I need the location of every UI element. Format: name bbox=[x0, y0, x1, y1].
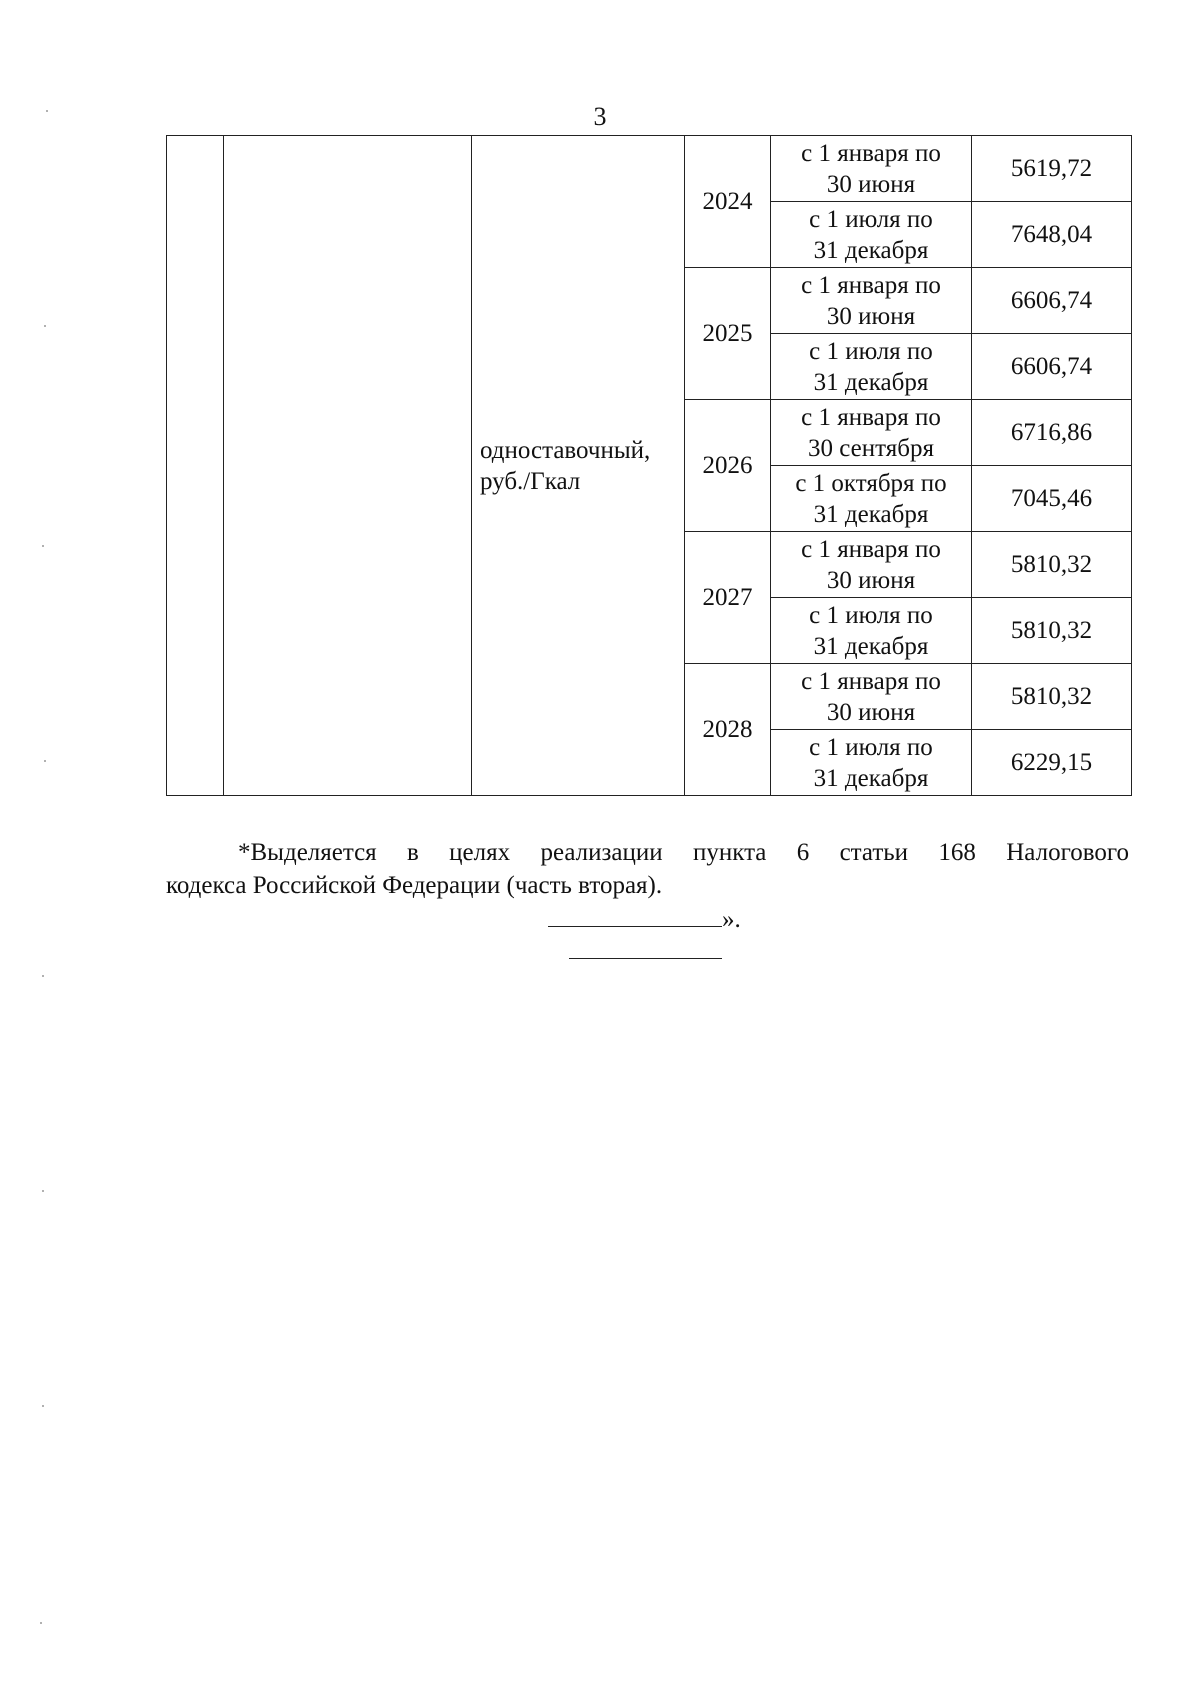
period-line2: 31 декабря bbox=[813, 764, 929, 792]
tariff-value: 6606,74 bbox=[972, 268, 1132, 334]
scan-speck bbox=[42, 1405, 44, 1407]
unit-label-line2: руб./Гкал bbox=[480, 467, 581, 495]
period-cell bbox=[771, 136, 972, 202]
scan-speck bbox=[40, 1622, 42, 1624]
tariff-value: 5619,72 bbox=[972, 136, 1132, 202]
period-line1: с 1 октября по bbox=[795, 469, 947, 497]
period-line1: с 1 января по bbox=[801, 403, 941, 431]
closing-rule bbox=[548, 904, 722, 927]
period-line1: с 1 июля по bbox=[809, 205, 933, 233]
period-line2: 30 июня bbox=[826, 302, 916, 330]
tariff-value: 5810,32 bbox=[972, 532, 1132, 598]
scan-speck bbox=[44, 325, 46, 327]
period-cell bbox=[771, 400, 972, 466]
period-line1: с 1 января по bbox=[801, 667, 941, 695]
footnote-line1: *Выделяется в целях реализации пункта 6 статьи 168 Налогового bbox=[238, 839, 1129, 866]
scan-speck bbox=[42, 975, 44, 977]
period-line1: с 1 января по bbox=[801, 139, 941, 167]
tariff-value: 6716,86 bbox=[972, 400, 1132, 466]
tariff-value: 6606,74 bbox=[972, 334, 1132, 400]
period-line2: 31 декабря bbox=[813, 500, 929, 528]
empty-name-cell bbox=[224, 136, 472, 796]
tariff-value: 7045,46 bbox=[972, 466, 1132, 532]
scan-speck bbox=[44, 760, 46, 762]
period-cell bbox=[771, 268, 972, 334]
period-line2: 31 декабря bbox=[813, 236, 929, 264]
scan-speck bbox=[42, 1190, 44, 1192]
year-cell: 2028 bbox=[685, 664, 771, 796]
end-rule bbox=[569, 958, 722, 959]
footnote bbox=[166, 836, 1129, 902]
period-line2: 31 декабря bbox=[813, 368, 929, 396]
scan-speck bbox=[42, 545, 44, 547]
unit-cell bbox=[472, 136, 685, 796]
period-cell bbox=[771, 202, 972, 268]
period-cell bbox=[771, 532, 972, 598]
period-cell bbox=[771, 598, 972, 664]
period-line2: 31 декабря bbox=[813, 632, 929, 660]
period-line2: 30 сентября bbox=[808, 434, 934, 462]
period-cell bbox=[771, 334, 972, 400]
period-line2: 30 июня bbox=[826, 566, 916, 594]
tariff-value: 6229,15 bbox=[972, 730, 1132, 796]
year-cell: 2026 bbox=[685, 400, 771, 532]
page-number: 3 bbox=[593, 102, 607, 131]
table-row bbox=[167, 136, 1132, 202]
period-line2: 30 июня bbox=[826, 170, 916, 198]
tariff-table-body bbox=[167, 136, 1132, 796]
tariff-value: 7648,04 bbox=[972, 202, 1132, 268]
period-line2: 30 июня bbox=[826, 698, 916, 726]
closing-quote: ». bbox=[722, 906, 741, 933]
year-cell: 2027 bbox=[685, 532, 771, 664]
tariff-value: 5810,32 bbox=[972, 598, 1132, 664]
period-line1: с 1 января по bbox=[801, 271, 941, 299]
closing-line bbox=[548, 904, 741, 935]
scan-speck bbox=[46, 110, 48, 112]
year-cell: 2024 bbox=[685, 136, 771, 268]
tariff-value: 5810,32 bbox=[972, 664, 1132, 730]
year-cell: 2025 bbox=[685, 268, 771, 400]
period-cell bbox=[771, 730, 972, 796]
period-line1: с 1 июля по bbox=[809, 601, 933, 629]
period-cell bbox=[771, 664, 972, 730]
unit-label-line1: одноставочный, bbox=[480, 436, 651, 464]
period-cell bbox=[771, 466, 972, 532]
period-line1: с 1 июля по bbox=[809, 337, 933, 365]
period-line1: с 1 января по bbox=[801, 535, 941, 563]
footnote-line2: кодекса Российской Федерации (часть вторая). bbox=[166, 872, 663, 899]
empty-number-cell bbox=[167, 136, 224, 796]
tariff-table bbox=[166, 135, 1132, 796]
period-line1: с 1 июля по bbox=[809, 733, 933, 761]
